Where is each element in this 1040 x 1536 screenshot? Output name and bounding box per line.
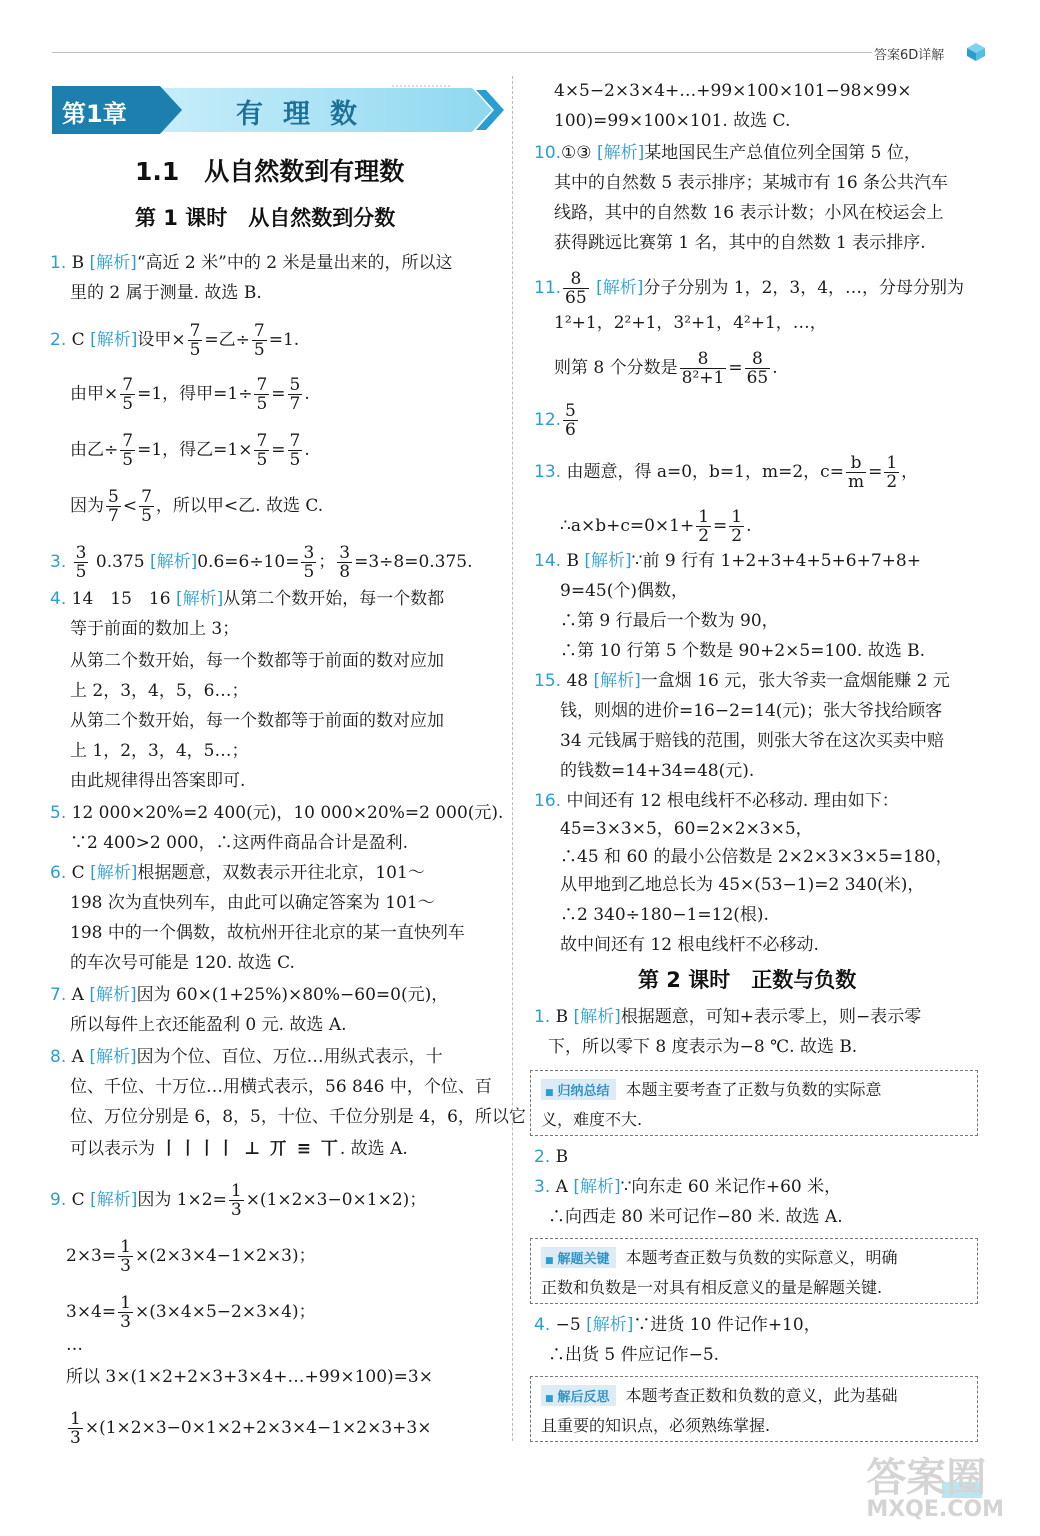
fraction: $\frac{1}{2}$ [731,507,743,546]
answer-line: 198 次为直快列车，由此可以确定答案为 101～ [70,893,435,913]
answer-line: 上 2，3，4，5，6…； [70,681,249,701]
fraction: $\frac{5}{6}$ [565,401,576,440]
answer-line: 9=45(个)偶数， [560,581,688,601]
rod-numeral: 丨丨丨丨 ⊥ 丌 ≡ 丅 [160,1139,340,1159]
answer-line: 5. 12 000×20%=2 400(元)，10 000×20%=2 000(元). [50,803,504,823]
section-title: 1.1 从自然数到有理数 [135,157,405,186]
answer-line: 3. $\frac{3}{5}$ 0.375 [解析]0.6=6÷10= $\frac{3}{5}$ ； $\frac{3}{8}$ =3÷8=0.375. [50,543,473,582]
answer-line: 从第二个数开始，每一个数都等于前面的数对应加 [70,711,444,731]
note-tag: ■ 解后反思 [541,1385,616,1406]
answer-line: ∴a×b+c=0×1+ $\frac{1}{2}$ = $\frac{1}{2}$ . [560,507,752,546]
answer-line: 位、千位、十万位…用横式表示，56 846 中，个位、百 [70,1077,492,1097]
answer-line: 的车次号可能是 120. 故选 C. [70,953,295,973]
answer-line: ∴第 9 行最后一个数为 90， [560,611,779,631]
note-box: ■ 归纳总结 本题主要考查了正数与负数的实际意 义，难度不大. [530,1070,978,1136]
answer-line: 7. A [解析]因为 60×(1+25%)×80%−60=0(元)， [50,985,449,1005]
answer-line: 因为 $\frac{5}{7}$ < $\frac{7}{5}$ ，所以甲<乙. 故选 C. [70,487,324,526]
answer-line: 1. B [解析]根据题意，可知+表示零上，则−表示零 [534,1007,922,1027]
answer-line: 9. C [解析]因为 1×2= $\frac{1}{3}$ ×(1×2×3−0×1×2)； [50,1181,427,1220]
answer-line: 下，所以零下 8 度表示为−8 ℃. 故选 B. [548,1037,858,1057]
answer-line: 1. B [解析]“高近 2 米”中的 2 米是量出来的，所以这 [50,253,453,273]
answer-line: 12. $\frac{5}{6}$ [534,401,576,440]
fraction: $\frac{7}{5}$ [253,321,265,360]
answer-line: 由乙÷ $\frac{7}{5}$ =1，得乙=1× $\frac{7}{5}$ = $\frac{7}{5}$ . [70,431,310,470]
note-tag: ■ 归纳总结 [541,1079,616,1100]
answer-line: 等于前面的数加上 3； [70,619,240,639]
fraction: $\frac{7}{5}$ [256,375,268,414]
note-box: ■ 解后反思 本题考查正数和负数的意义，此为基础 且重要的知识点，必须熟练掌握. [530,1376,978,1442]
fraction: $\frac{b}{m}$ [847,453,865,492]
fraction: $\frac{1}{2}$ [886,453,898,492]
answer-line: 2. B [534,1147,569,1167]
answer-line: 故中间还有 12 根电线杆不必移动. [560,935,819,955]
cube-icon [966,42,986,62]
note-box: ■ 解题关键 本题考查正数与负数的实际意义，明确 正数和负数是一对具有相反意义的量是解题关键. [530,1238,978,1304]
fraction: $\frac{8}{65}$ [746,349,769,388]
answer-line: 2. C [解析]设甲× $\frac{7}{5}$ =乙÷ $\frac{7}{5}$ =1. [50,321,300,360]
fraction: $\frac{1}{3}$ [70,1409,81,1448]
answer-line: 上 1，2，3，4，5…； [70,741,249,761]
note-tag: ■ 解题关键 [541,1247,616,1268]
answer-line: 3×4= $\frac{1}{3}$ ×(3×4×5−2×3×4)； [66,1293,316,1332]
answer-line: 线路，其中的自然数 16 表示计数；小风在校运会上 [554,203,944,223]
fraction: $\frac{8}{65}$ [565,269,587,308]
answer-line: 34 元钱属于赔钱的范围，则张大爷在这次买卖中赔 [560,731,945,751]
fraction: $\frac{7}{5}$ [122,431,134,470]
answer-line: ∴向西走 80 米可记作−80 米. 故选 A. [548,1207,843,1227]
answer-line: 8. A [解析]因为个位、百位、万位…用纵式表示，十 [50,1047,443,1067]
answer-line: 由此规律得出答案即可. [70,771,246,791]
answer-line: 6. C [解析]根据题意，双数表示开往北京，101～ [50,863,425,883]
answer-line: 4. 14 15 16 [解析]从第二个数开始，每一个数都 [50,589,445,609]
answer-line: ∵2 400>2 000，∴这两件商品合计是盈利. [70,833,408,853]
fraction: $\frac{1}{3}$ [120,1293,131,1332]
answer-line: 3. A [解析]∵向东走 60 米记作+60 米， [534,1177,842,1197]
answer-line: 则第 8 个分数是 $\frac{8}{\text{8²+1}}$ = $\frac{8}{65}$ . [554,349,778,388]
answer-line: $\frac{1}{3}$ ×(1×2×3−0×1×2+2×3×4−1×2×3+3× [70,1409,432,1448]
answer-line: 10.①③ [解析]某地国民生产总值位列全国第 5 位， [534,143,921,163]
fraction: $\frac{7}{5}$ [141,487,152,526]
answer-line: 16. 中间还有 12 根电线杆不必移动. 理由如下： [534,791,899,811]
answer-line: 100)=99×100×101. 故选 C. [554,111,791,131]
fraction: $\frac{7}{5}$ [289,431,301,470]
header-rule [52,52,872,53]
answer-line: ∴出货 5 件应记作−5. [548,1345,720,1365]
fraction: $\frac{1}{3}$ [230,1181,242,1220]
answer-line: 13. 由题意，得 a=0，b=1，m=2，c= $\frac{b}{m}$ = $\frac{1}{2}$ ， [534,453,919,492]
answer-line: 可以表示为 丨丨丨丨 ⊥ 丌 ≡ 丅. 故选 A. [70,1139,408,1159]
answer-line: ∴45 和 60 的最小公倍数是 2×2×3×3×5=180， [560,847,953,867]
fraction: $\frac{1}{3}$ [120,1237,131,1276]
answer-line: ∴第 10 行第 5 个数是 90+2×5=100. 故选 B. [560,641,926,661]
fraction: $\frac{7}{5}$ [189,321,201,360]
column-divider [512,76,513,1441]
fraction: $\frac{5}{7}$ [108,487,119,526]
lesson-title: 第 1 课时 从自然数到分数 [135,206,396,230]
answer-line: 里的 2 属于测量. 故选 B. [70,283,262,303]
fraction: $\frac{3}{5}$ [303,543,315,582]
chapter-title: 有理数 [236,99,377,130]
fraction: $\frac{1}{2}$ [698,507,710,546]
lesson-title: 第 2 课时 正数与负数 [638,968,857,992]
answer-line: … [66,1335,83,1355]
answer-line: 198 中的一个偶数，故杭州开往北京的某一直快列车 [70,923,465,943]
answer-line: 钱，则烟的进价=16−2=14(元)；张大爷找给顾客 [560,701,943,721]
answer-line: 4×5−2×3×4+…+99×100×101−98×99× [554,81,912,101]
header-label: 答案6D详解 [874,48,945,63]
answer-line: 45=3×3×5，60=2×2×3×5， [560,819,813,839]
answer-line: 的钱数=14+34=48(元). [560,761,755,781]
fraction: $\frac{5}{7}$ [289,375,301,414]
answer-line: ∴2 340÷180−1=12(根). [560,905,769,925]
chapter-label: 第1章 [62,100,127,128]
answer-line: 14. B [解析]∵前 9 行有 1+2+3+4+5+6+7+8+ [534,551,921,571]
fraction: $\frac{3}{8}$ [339,543,351,582]
answer-line: 所以 3×(1×2+2×3+3×4+…+99×100)=3× [66,1367,433,1387]
answer-line: 由甲× $\frac{7}{5}$ =1，得甲=1÷ $\frac{7}{5}$ = $\frac{5}{7}$ . [70,375,310,414]
fraction: $\frac{7}{5}$ [256,431,268,470]
answer-line: 1²+1，2²+1，3²+1，4²+1，…， [554,313,827,333]
answer-line: 4. −5 [解析]∵进货 10 件记作+10， [534,1315,821,1335]
answer-line: 获得跳远比赛第 1 名，其中的自然数 1 表示排序. [554,233,926,253]
fraction: $\frac{3}{5}$ [75,543,87,582]
answer-line: 所以每件上衣还能盈利 0 元. 故选 A. [70,1015,347,1035]
answer-line: 15. 48 [解析]一盒烟 16 元，张大爷卖一盒烟能赚 2 元 [534,671,950,691]
answer-line: 11. $\frac{8}{65}$ [解析]分子分别为 1，2，3，4，…，分母分别为 [534,269,965,308]
answer-line: 从甲地到乙地总长为 45×(53−1)=2 340(米)， [560,875,925,895]
fraction: $\frac{7}{5}$ [122,375,134,414]
answer-line: 2×3= $\frac{1}{3}$ ×(2×3×4−1×2×3)； [66,1237,316,1276]
answer-line: 从第二个数开始，每一个数都等于前面的数对应加 [70,651,444,671]
answer-line: 位、万位分别是 6，8，5，十位、千位分别是 4，6，所以它 [70,1107,526,1127]
watermark: 答案圈 MXQE.COM [866,1455,1004,1522]
fraction: $\frac{8}{\text{8²+1}}$ [681,349,725,388]
answer-line: 其中的自然数 5 表示排序；某城市有 16 条公共汽车 [554,173,949,193]
